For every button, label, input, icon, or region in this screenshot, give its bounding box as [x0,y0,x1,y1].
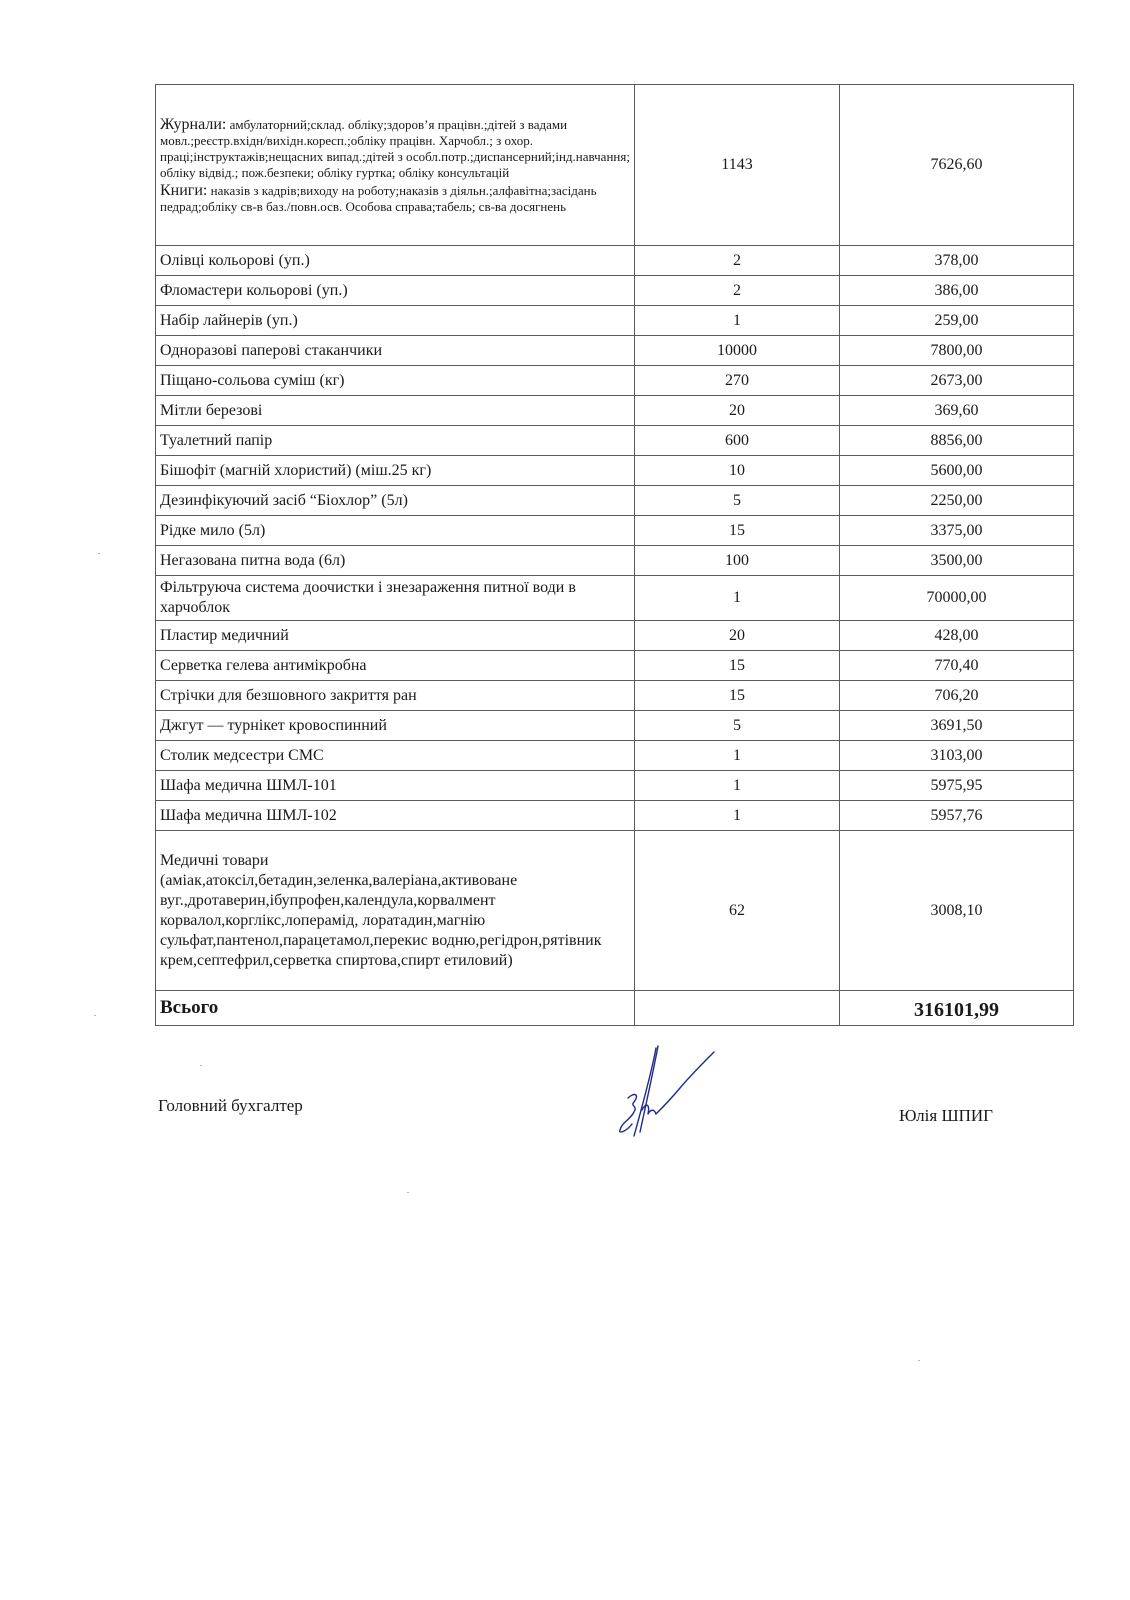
item-name-cell: Столик медсестри СМС [156,741,635,771]
qty-cell: 270 [635,366,840,396]
sum-cell: 8856,00 [840,426,1074,456]
sum-cell: 369,60 [840,396,1074,426]
journals-label: Журнали: [160,116,227,133]
qty-cell: 2 [635,246,840,276]
sum-cell: 7800,00 [840,336,1074,366]
sum-cell: 5600,00 [840,456,1074,486]
qty-cell: 1 [635,306,840,336]
medical-goods-details: (аміак,атоксіл,бетадин,зеленка,валеріана,активоване вуг.,дротаверин,ібупрофен,календула,корвалмент корвалол,корглікс,лоперамід, лоратадин,магнію сульфат,пантенол,парацетамол,перекис водню,регідрон,рятівник крем,септефрил,серветка спиртова,спирт етиловий) [160,871,602,969]
item-name-cell: Рідке мило (5л) [156,516,635,546]
item-name-cell: Мітли березові [156,396,635,426]
journals-books-cell [156,85,635,246]
item-name-cell: Туалетний папір [156,426,635,456]
medical-goods-title: Медичні товари [160,851,269,869]
table-row [156,426,1074,456]
table-row [156,621,1074,651]
scan-speck [200,1065,202,1066]
books-paragraph [160,183,630,215]
table-row [156,741,1074,771]
table-row [156,396,1074,426]
handwritten-signature-icon [590,1040,720,1140]
item-name-cell: Олівці кольорові (уп.) [156,246,635,276]
sum-cell: 3008,10 [840,831,1074,991]
total-sum: 316101,99 [840,991,1074,1026]
item-name-cell: Негазована питна вода (6л) [156,546,635,576]
sum-cell: 70000,00 [840,576,1074,621]
sum-cell: 428,00 [840,621,1074,651]
table-row [156,306,1074,336]
item-name-cell: Набір лайнерів (уп.) [156,306,635,336]
signer-role: Головний бухгалтер [158,1096,303,1115]
table-row [156,546,1074,576]
table-row [156,85,1074,246]
item-name-cell: Фільтруюча система доочистки і знезараження питної води в харчоблок [156,576,635,621]
qty-cell: 15 [635,651,840,681]
sum-cell: 5975,95 [840,771,1074,801]
table-row [156,276,1074,306]
item-name-cell: Піщано-сольова суміш (кг) [156,366,635,396]
table-row [156,801,1074,831]
qty-cell: 15 [635,516,840,546]
journals-text: амбулаторний;склад. обліку;здоров’я працівн.;дітей з вадами мовл.;реєстр.вхідн/вихідн.кореcп.;обліку працівн. Харчобл.; з охор. праці;інструктажів;нещасних випад.;дітей з особл.потр.;диспансерний;інд.навчання; обліку відвід.; пож.безпеки; обліку гуртка; обліку консультацій [160,117,630,180]
qty-cell: 15 [635,681,840,711]
scan-speck [94,1015,96,1016]
qty-cell: 1 [635,741,840,771]
table-row [156,366,1074,396]
medical-goods-cell [156,831,635,991]
sum-cell: 259,00 [840,306,1074,336]
scan-speck [98,553,100,554]
item-name-cell: Джгут — турнікет кровоспинний [156,711,635,741]
table-row [156,246,1074,276]
qty-cell: 62 [635,831,840,991]
qty-cell: 1 [635,576,840,621]
qty-cell: 20 [635,621,840,651]
sum-cell: 3103,00 [840,741,1074,771]
item-name-cell: Дезинфікуючий засіб “Біохлор” (5л) [156,486,635,516]
sum-cell: 378,00 [840,246,1074,276]
sum-cell: 2250,00 [840,486,1074,516]
qty-cell: 1 [635,771,840,801]
sum-cell: 3500,00 [840,546,1074,576]
table-row [156,771,1074,801]
table-row [156,336,1074,366]
item-name-cell: Одноразові паперові стаканчики [156,336,635,366]
qty-cell: 1143 [635,85,840,246]
sum-cell: 3375,00 [840,516,1074,546]
signer-name: Юлія ШПИГ [898,1106,993,1125]
sum-cell: 3691,50 [840,711,1074,741]
items-table [155,84,1074,1026]
table-row [156,576,1074,621]
sum-cell: 5957,76 [840,801,1074,831]
table-row [156,486,1074,516]
sum-cell: 7626,60 [840,85,1074,246]
sum-cell: 770,40 [840,651,1074,681]
item-name-cell: Бішофіт (магній хлористий) (міш.25 кг) [156,456,635,486]
qty-cell: 600 [635,426,840,456]
signature-block [158,1092,993,1125]
item-name-cell: Фломастери кольорові (уп.) [156,276,635,306]
sum-cell: 2673,00 [840,366,1074,396]
books-text: наказів з кадрів;виходу на роботу;наказів з діяльн.;алфавітна;засідань педрад;обліку св-в баз./повн.осв. Особова справа;табель; св-ва досягнень [160,183,597,214]
table-row [156,711,1074,741]
scan-speck [918,1360,920,1361]
sum-cell: 386,00 [840,276,1074,306]
table-row [156,456,1074,486]
item-name-cell: Пластир медичний [156,621,635,651]
qty-cell: 5 [635,711,840,741]
qty-cell: 1 [635,801,840,831]
total-label: Всього [156,991,635,1026]
sum-cell: 706,20 [840,681,1074,711]
table-row [156,651,1074,681]
item-name-cell: Серветка гелева антимікробна [156,651,635,681]
qty-cell: 10000 [635,336,840,366]
total-qty [635,991,840,1026]
item-name-cell: Стрічки для безшовного закриття ран [156,681,635,711]
table-row [156,831,1074,991]
qty-cell: 2 [635,276,840,306]
item-name-cell: Шафа медична ШМЛ-102 [156,801,635,831]
scan-speck [407,1192,409,1193]
books-label: Книги: [160,182,208,199]
qty-cell: 20 [635,396,840,426]
journals-paragraph [160,117,630,181]
total-row [156,991,1074,1026]
table-row [156,681,1074,711]
item-name-cell: Шафа медична ШМЛ-101 [156,771,635,801]
table-row [156,516,1074,546]
qty-cell: 5 [635,486,840,516]
qty-cell: 100 [635,546,840,576]
qty-cell: 10 [635,456,840,486]
